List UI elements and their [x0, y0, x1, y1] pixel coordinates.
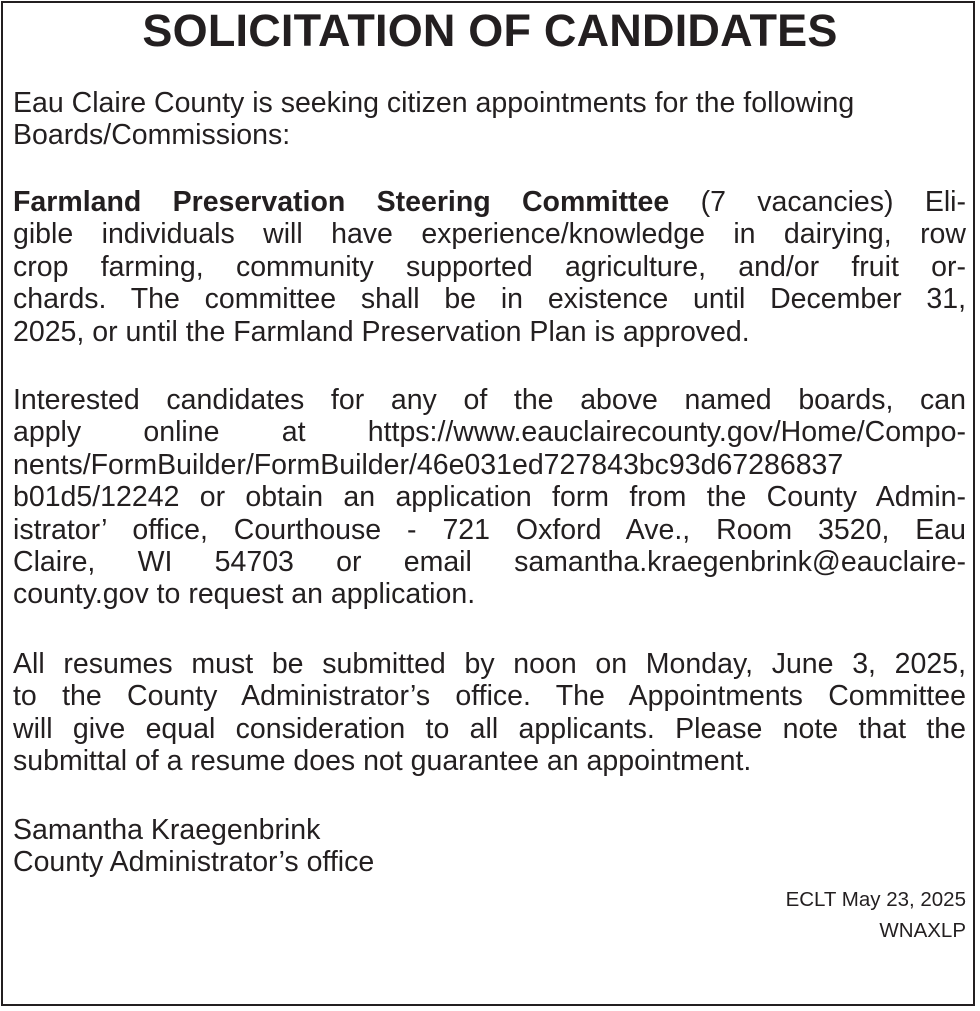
committee-paragraph: [13, 186, 966, 348]
deadline-line-2: to the County Administrator’s office. The Appointments Committee: [13, 680, 966, 713]
notice-title: SOLICITATION OF CANDIDATES: [142, 5, 838, 56]
deadline-line-4: submittal of a resume does not guarantee an appointment.: [13, 745, 752, 778]
apply-line-3: nents/FormBuilder/FormBuilder/46e031ed727843bc93d67286837: [13, 448, 844, 481]
signature-office: County Administrator’s office: [13, 846, 375, 879]
committee-first-line: [13, 186, 966, 218]
apply-paragraph: [13, 384, 966, 611]
apply-line-7: county.gov to request an application.: [13, 578, 476, 611]
apply-line-5: istrator’ office, Courthouse - 721 Oxford Ave., Room 3520, Eau: [13, 513, 966, 546]
deadline-paragraph: [13, 648, 966, 778]
deadline-line-1: All resumes must be submitted by noon on Monday, June 3, 2025,: [13, 648, 966, 680]
signature-name: Samantha Kraegenbrink: [13, 814, 321, 846]
committee-vacancies: (7 vacancies): [700, 186, 894, 218]
apply-line-4: b01d5/12242 or obtain an application form from the County Admin-: [13, 481, 966, 514]
publication-info: [786, 884, 966, 946]
committee-line-4: chards. The committee shall be in existence until December 31,: [13, 283, 966, 316]
committee-name: Farmland Preservation Steering Committee: [13, 186, 670, 218]
committee-line-1: Eli-: [893, 186, 966, 218]
publication-date: ECLT May 23, 2025: [785, 888, 966, 911]
deadline-line-3: will give equal consideration to all applicants. Please note that the: [13, 712, 966, 745]
apply-line-2: apply online at https://www.eauclairecounty.gov/Home/Compo-: [13, 416, 966, 449]
publication-code: WNAXLP: [879, 919, 966, 942]
intro-paragraph: [13, 87, 966, 152]
apply-line-6: Claire, WI 54703 or email samantha.kraegenbrink@eauclaire-: [13, 546, 966, 579]
committee-line-5: 2025, or until the Farmland Preservation Plan is approved.: [13, 315, 750, 348]
intro-text: Eau Claire County is seeking citizen appointments for the following Boards/Commissions:: [13, 87, 855, 152]
committee-line-3: crop farming, community supported agriculture, and/or fruit or-: [13, 250, 966, 283]
committee-line-2: gible individuals will have experience/knowledge in dairying, row: [13, 218, 966, 251]
apply-line-1: Interested candidates for any of the above named boards, can: [13, 384, 966, 416]
signature-block: [13, 814, 966, 879]
